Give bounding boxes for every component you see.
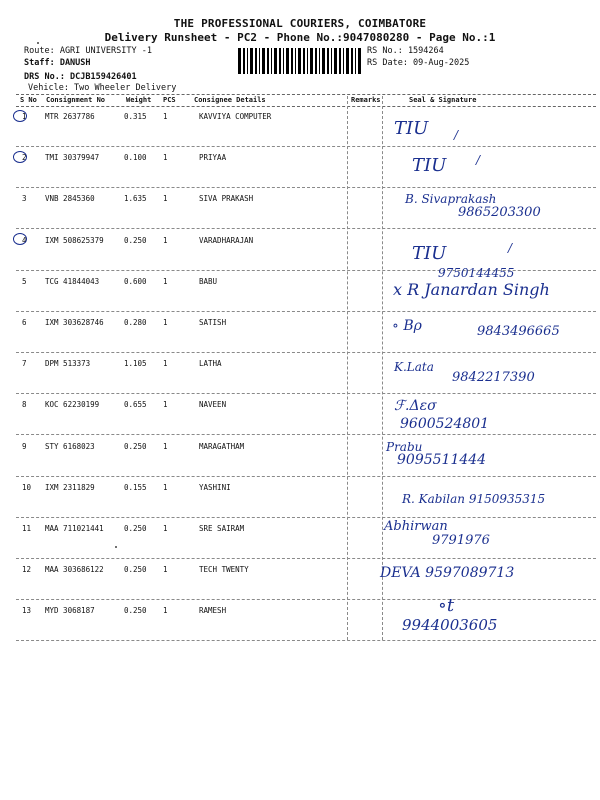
signature-row-4: TIU xyxy=(412,243,447,264)
signature-row-3: B. Sivaprakash xyxy=(405,192,497,206)
row-consignee: RAMESH xyxy=(199,606,227,616)
tick-mark: / xyxy=(454,128,459,142)
barcode-bar xyxy=(298,48,301,74)
row-consignee: MARAGATHAM xyxy=(199,441,245,451)
table-row xyxy=(0,147,600,188)
row-weight: 0.655 xyxy=(124,400,147,410)
barcode-bar xyxy=(322,48,325,74)
signature-row-2: TIU xyxy=(412,155,447,176)
table-row xyxy=(0,436,600,477)
row-consignment-no: STY 6168023 xyxy=(45,441,95,451)
col-pcs: PCS xyxy=(163,96,176,104)
barcode-bar xyxy=(243,48,245,74)
barcode-bar xyxy=(259,48,260,74)
drs-number: DRS No.: DCJB159426401 xyxy=(24,72,137,82)
barcode-bar xyxy=(358,48,361,74)
row-sno: 12 xyxy=(22,565,32,575)
row-consignee: TECH TWENTY xyxy=(199,565,249,575)
row-consignment-no: MYD 3068187 xyxy=(45,606,95,616)
phone-row-5: 9750144455 xyxy=(438,266,515,280)
row-weight: 0.280 xyxy=(124,318,147,327)
row-consignment-no: DPM 513373 xyxy=(45,359,91,369)
rs-number: RS No.: 1594264 xyxy=(367,46,444,56)
barcode-bar xyxy=(343,48,344,74)
signature-row-10: R. Kabilan 9150935315 xyxy=(402,492,546,506)
row-consignment-no: VNB 2845360 xyxy=(45,194,95,204)
table-row xyxy=(0,230,600,271)
row-weight: 1.635 xyxy=(124,194,147,204)
row-weight: 0.250 xyxy=(124,441,147,451)
barcode-bar xyxy=(351,48,353,74)
row-pcs: 1 xyxy=(163,194,168,204)
row-consignment-no: IXM 2311829 xyxy=(45,482,95,492)
row-consignee: VARADHARAJAN xyxy=(199,235,254,245)
barcode-bar xyxy=(283,48,284,74)
signature-row-11: Abhirwan xyxy=(384,519,448,534)
row-consignee: LATHA xyxy=(199,359,222,369)
row-weight: 1.105 xyxy=(124,359,147,369)
header-top-rule xyxy=(16,94,596,95)
table-row xyxy=(0,106,600,147)
signature-row-9: Prabu xyxy=(386,440,423,454)
row-weight: 0.315 xyxy=(124,112,147,121)
barcode-bar xyxy=(247,48,248,74)
table-row xyxy=(0,353,600,394)
runsheet-title: Delivery Runsheet - PC2 - Phone No.:9047080280 - Page No.:1 xyxy=(104,31,496,44)
row-pcs: 1 xyxy=(163,565,168,575)
tick-mark: / xyxy=(476,153,481,167)
table-row xyxy=(0,477,600,518)
row-consignment-no: IXM 303628746 xyxy=(45,318,104,327)
col-seal-signature: Seal & Signature xyxy=(409,96,477,104)
row-separator xyxy=(16,640,596,641)
phone-row-7: 9842217390 xyxy=(452,370,535,385)
table-header xyxy=(16,96,596,106)
row-sno: 2 xyxy=(22,153,27,163)
runsheet-header xyxy=(0,0,600,96)
barcode-bar xyxy=(303,48,305,74)
row-weight: 0.155 xyxy=(124,482,147,492)
phone-row-8: 9600524801 xyxy=(400,416,490,432)
barcode-bar xyxy=(291,48,293,74)
row-pcs: 1 xyxy=(163,318,168,327)
table-row xyxy=(0,188,600,229)
barcode-bar xyxy=(274,48,277,74)
col-consignment: Consignment No xyxy=(46,96,106,104)
row-pcs: 1 xyxy=(163,524,168,533)
row-consignment-no: IXM 508625379 xyxy=(45,235,104,245)
barcode-bar xyxy=(319,48,320,74)
barcode-bar xyxy=(238,48,241,74)
row-weight: 0.250 xyxy=(124,524,147,533)
row-sno: 11 xyxy=(22,524,32,533)
barcode-bar xyxy=(286,48,289,74)
row-sno: 7 xyxy=(22,359,27,369)
barcode-bar xyxy=(334,48,337,74)
barcode-bar xyxy=(250,48,253,74)
row-consignee: YASHINI xyxy=(199,482,231,492)
signature-row-13: ∘t xyxy=(438,595,455,616)
row-consignment-no: KOC 62230199 xyxy=(45,400,100,410)
row-consignment-no: MAA 303686122 xyxy=(45,565,104,575)
col-remarks: Remarks xyxy=(351,96,381,104)
barcode-bar xyxy=(262,48,265,74)
row-consignee: PRIYAA xyxy=(199,153,227,163)
row-sno: 4 xyxy=(22,235,27,245)
row-4-circle-mark xyxy=(13,233,27,245)
tick-mark: / xyxy=(508,241,513,255)
table-row xyxy=(0,271,600,312)
signature-row-5: x R Janardan Singh xyxy=(393,280,550,299)
row-weight: 0.100 xyxy=(124,153,147,163)
vehicle-label: Vehicle: Two Wheeler Delivery xyxy=(28,83,177,93)
phone-row-3: 9865203300 xyxy=(458,205,541,220)
row-consignee: KAVVIYA COMPUTER xyxy=(199,112,272,121)
col-weight: Weight xyxy=(126,96,152,104)
barcode-bar xyxy=(327,48,329,74)
rs-date: RS Date: 09-Aug-2025 xyxy=(367,58,470,68)
row-sno: 6 xyxy=(22,318,27,327)
row-consignment-no: MAA 711021441 xyxy=(45,524,104,533)
phone-row-6: 9843496665 xyxy=(477,324,560,339)
stray-mark xyxy=(37,42,39,44)
row-consignee: BABU xyxy=(199,276,218,286)
barcode-bar xyxy=(255,48,257,74)
row-pcs: 1 xyxy=(163,482,168,492)
row-consignment-no: TMI 30379947 xyxy=(45,153,100,163)
phone-row-11: 9791976 xyxy=(432,533,490,548)
row-consignee: SATISH xyxy=(199,318,227,327)
row-sno: 10 xyxy=(22,482,32,492)
table-row xyxy=(0,559,600,600)
row-pcs: 1 xyxy=(163,359,168,369)
row-2-circle-mark xyxy=(13,151,27,163)
col-consignee: Consignee Details xyxy=(194,96,266,104)
barcode-bar xyxy=(355,48,356,74)
row-sno: 5 xyxy=(22,276,27,286)
company-name: THE PROFESSIONAL COURIERS, COIMBATORE xyxy=(173,17,427,30)
row-pcs: 1 xyxy=(163,112,168,121)
row-sno: 3 xyxy=(22,194,27,204)
row-sno: 8 xyxy=(22,400,27,410)
row-sno: 1 xyxy=(22,112,27,121)
barcode-bar xyxy=(295,48,296,74)
row-weight: 0.250 xyxy=(124,606,147,616)
row-consignee: SIVA PRAKASH xyxy=(199,194,254,204)
row-consignee: SRE SAIRAM xyxy=(199,524,245,533)
signature-row-1: TIU xyxy=(394,118,429,139)
table-row xyxy=(0,600,600,641)
row-consignment-no: TCG 41844043 xyxy=(45,276,100,286)
phone-row-13: 9944003605 xyxy=(402,616,498,634)
row-consignment-no: MTR 2637786 xyxy=(45,112,95,121)
barcode-icon xyxy=(237,48,361,74)
row-sno: 9 xyxy=(22,441,27,451)
route-label: Route: AGRI UNIVERSITY -1 xyxy=(24,46,152,56)
col-sno: S No xyxy=(20,96,37,104)
signature-row-8: ℱ.Δεσ xyxy=(394,398,437,414)
row-sno: 13 xyxy=(22,606,32,616)
barcode-bar xyxy=(331,48,332,74)
row-pcs: 1 xyxy=(163,606,168,616)
staff-label: Staff: DANUSH xyxy=(24,58,91,68)
row-pcs: 1 xyxy=(163,235,168,245)
row-weight: 0.250 xyxy=(124,565,147,575)
row-pcs: 1 xyxy=(163,153,168,163)
barcode-bar xyxy=(271,48,272,74)
row-pcs: 1 xyxy=(163,400,168,410)
signature-row-7: K.Lata xyxy=(394,360,434,374)
row-pcs: 1 xyxy=(163,276,168,286)
signature-row-6: ∘ Βρ xyxy=(392,318,422,334)
barcode-bar xyxy=(315,48,317,74)
table-row xyxy=(0,394,600,435)
row-weight: 0.250 xyxy=(124,235,147,245)
signature-row-12: DEVA 9597089713 xyxy=(380,565,515,581)
stray-mark xyxy=(115,546,117,548)
table-row xyxy=(0,312,600,353)
barcode-bar xyxy=(339,48,341,74)
barcode-bar xyxy=(310,48,313,74)
row-weight: 0.600 xyxy=(124,276,147,286)
barcode-bar xyxy=(267,48,269,74)
phone-row-9: 9095511444 xyxy=(397,452,487,468)
barcode-bar xyxy=(346,48,349,74)
table-row xyxy=(0,518,600,559)
row-consignee: NAVEEN xyxy=(199,400,227,410)
row-pcs: 1 xyxy=(163,441,168,451)
barcode-bar xyxy=(279,48,281,74)
barcode-bar xyxy=(307,48,308,74)
row-1-circle-mark xyxy=(13,110,27,122)
